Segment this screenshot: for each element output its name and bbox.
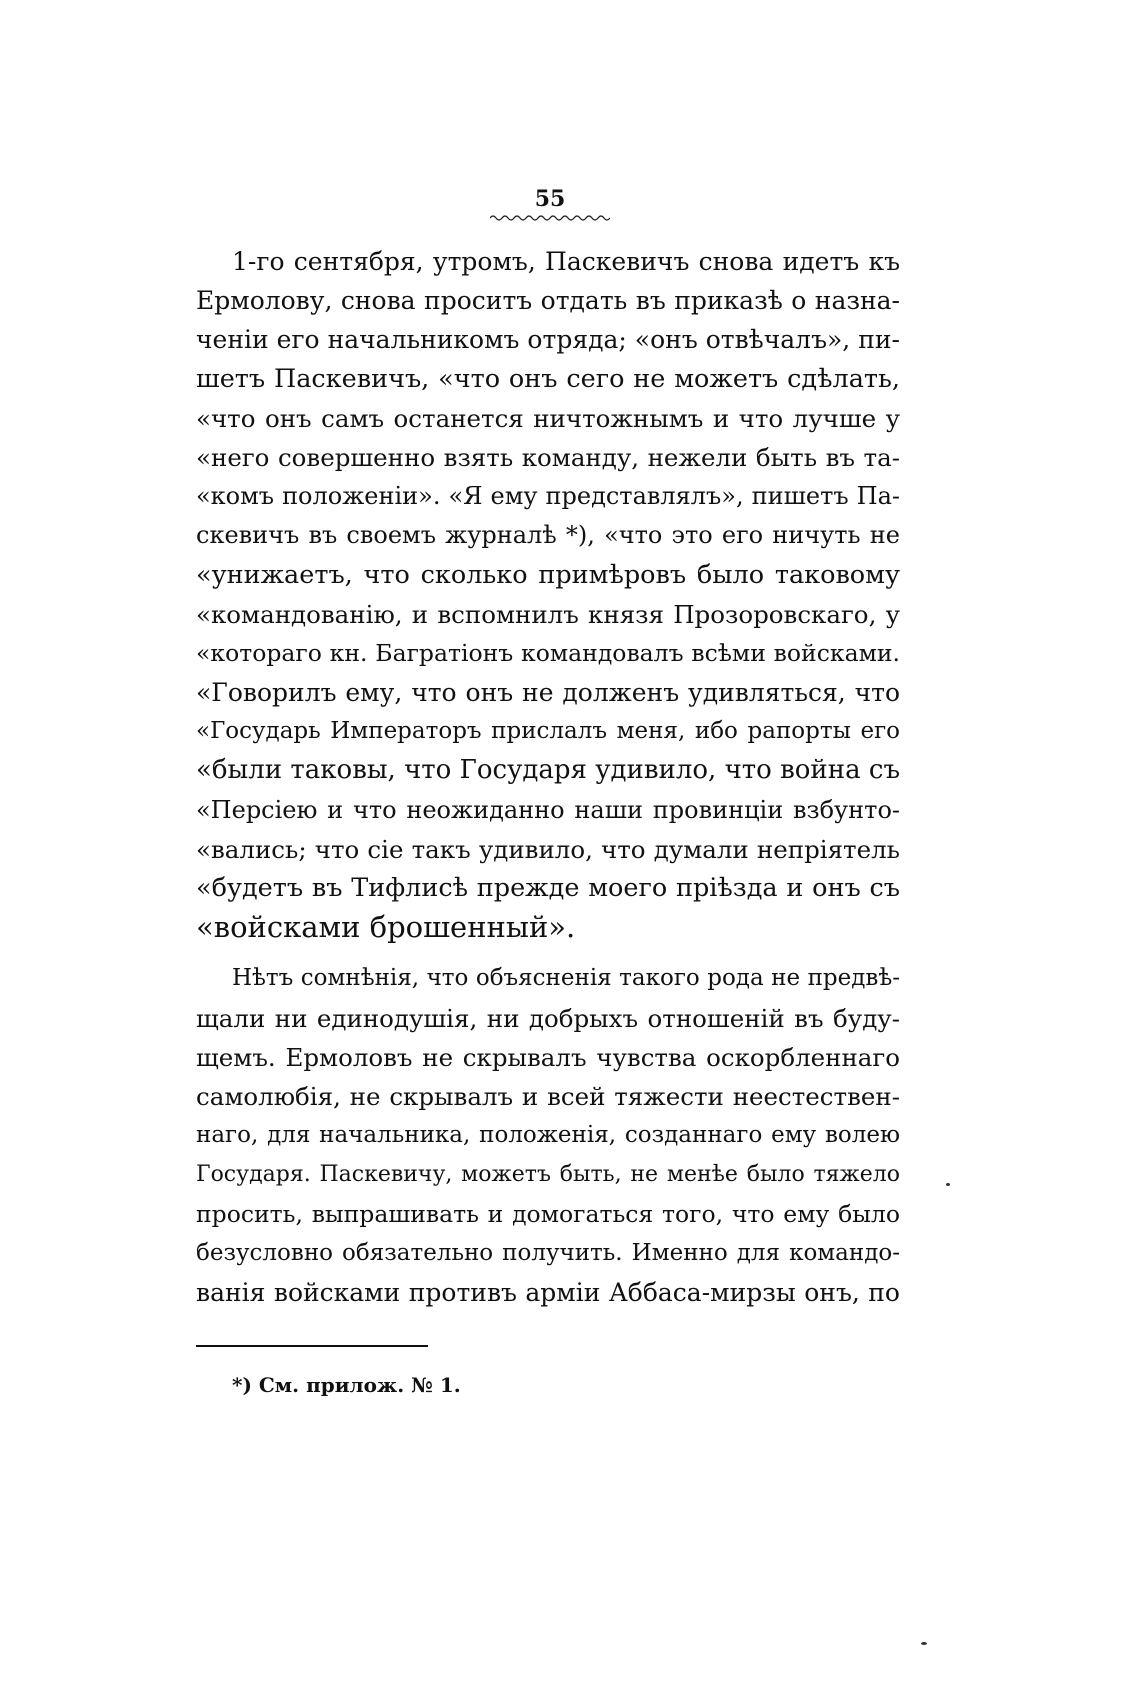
scan-speck	[946, 1183, 950, 1186]
text-line: Нѣтъ сомнѣнія, что объясненія такого рода не предвѣ-	[232, 965, 900, 992]
text-line: щемъ. Ермоловъ не скрывалъ чувства оскорбленнаго	[196, 1042, 900, 1072]
text-line: скевичъ въ своемъ журналѣ *), «что это его ничуть не	[196, 521, 900, 550]
scan-speck	[921, 1642, 927, 1645]
text-line: «командованію, и вспомнилъ князя Прозоровскаго, у	[196, 599, 900, 629]
page-number: 55	[534, 186, 566, 212]
text-line: безусловно обязательно получить. Именно для командо-	[196, 1239, 900, 1266]
text-line: «Персіею и что неожиданно наши провинціи взбунто-	[196, 795, 900, 824]
text-line: «были таковы, что Государя удивило, что война съ	[196, 755, 900, 786]
text-line: «вались; что сіе такъ удивило, что думали непріятель	[196, 834, 900, 864]
text-line: шетъ Паскевичъ, «что онъ сего не можетъ сдѣлать,	[196, 363, 900, 394]
text-line: ченіи его начальникомъ отряда; «онъ отвѣчалъ», пи-	[196, 325, 900, 355]
text-line: щали ни единодушія, ни добрыхъ отношеній въ буду-	[196, 1003, 900, 1033]
text-line: Государя. Паскевичу, можетъ быть, не менѣе было тяжело	[196, 1162, 900, 1188]
text-line: Ермолову, снова проситъ отдать въ приказѣ о назна-	[196, 286, 900, 316]
text-line: «комъ положеніи». «Я ему представлялъ», пишетъ Па-	[196, 482, 900, 511]
text-line: «войсками брошенный».	[196, 910, 576, 945]
footnote-divider	[196, 1345, 428, 1347]
wavy-ornament-icon	[490, 214, 610, 222]
footnote: *) См. прилож. № 1.	[232, 1373, 461, 1397]
text-line: «Говорилъ ему, что онъ не долженъ удивляться, что	[196, 678, 900, 708]
text-line: самолюбія, не скрывалъ и всей тяжести неестествен-	[196, 1081, 900, 1111]
text-line: «котораго кн. Багратіонъ командовалъ всѣми войсками.	[196, 638, 900, 667]
paragraph-2	[196, 959, 900, 1312]
text-line: ванія войсками противъ арміи Аббаса-мирзы онъ, по	[196, 1277, 900, 1307]
text-line: наго, для начальника, положенія, созданнаго ему волею	[196, 1122, 900, 1149]
text-line: «унижаетъ, что сколько примѣровъ было таковому	[196, 559, 900, 590]
text-line: «него совершенно взять команду, нежели быть въ та-	[196, 442, 900, 472]
text-line: «Государь Императоръ прислалъ меня, ибо рапорты его	[196, 718, 900, 745]
text-line: «что онъ самъ останется ничтожнымъ и что лучше у	[196, 403, 900, 433]
text-line: 1-го сентября, утромъ, Паскевичъ снова идетъ къ	[232, 247, 900, 276]
text-line: просить, выпрашивать и домогаться того, что ему было	[196, 1199, 900, 1228]
body-text	[196, 242, 900, 1312]
text-line: «будетъ въ Тифлисѣ прежде моего пріѣзда и онъ съ	[196, 873, 900, 903]
paragraph-1	[196, 242, 900, 947]
